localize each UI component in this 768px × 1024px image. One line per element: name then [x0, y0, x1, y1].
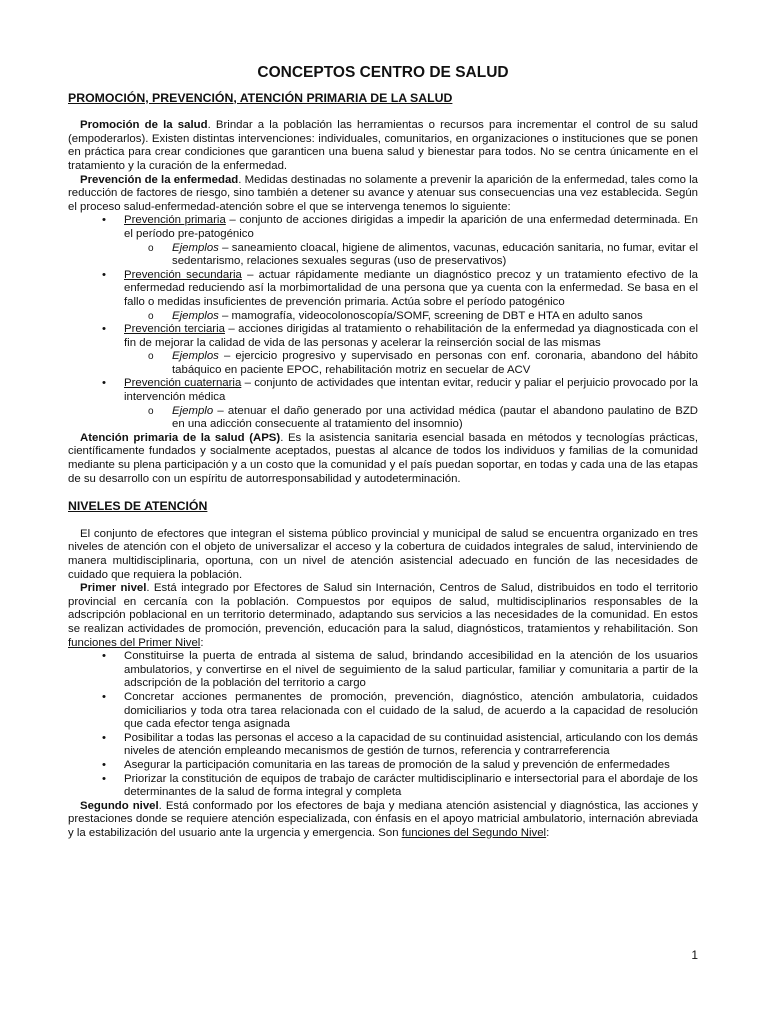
list-item: • Constituirse la puerta de entrada al sistema de salud, brindando accesibilidad en la atención de los usuarios ambulatorios, y convertirse en el nivel de seguimiento de la salud particular, familiar y comunitaria a partir de la adscripción de la población del territorio a cargo — [124, 650, 698, 691]
list-item: • Posibilitar a todas las personas el acceso a la capacidad de su continuidad asistencial, articulando con los demás niveles de atención empleando mecanismos de gestión de turnos, referencia y contrarreferencia — [124, 732, 698, 759]
term-promocion: Promoción de la salud — [80, 119, 208, 132]
sub-list-item — [172, 310, 698, 324]
paragraph-segundo-nivel — [68, 800, 698, 841]
text-primer-nivel: . Está integrado por Efectores de Salud sin Internación, Centros de Salud, distribuidos en todo el territorio provincial en cercanía con la población. Compuestos por equipos de salud, multidisciplinarios responsables de la adscripción poblacional en un territorio determinado, adaptando sus servicios a las necesidades de la comunidad. En estos se realizan actividades de promoción, prevención, educación para la salud, diagnósticos, tratamientos y rehabilitación. Son — [68, 582, 698, 635]
text-aps: . Es la asistencia sanitaria esencial basada en métodos y tecnologías prácticas, científicamente fundados y socialmente aceptados, puestas al alcance de todos los individuos y familias de la comunidad mediante su plena participación y a un costo que la comunidad y el país puedan soportar, en todas y cada una de las etapas de su desarrollo con un espíritu de autorresponsabilidad y autodeterminación. — [68, 431, 698, 485]
list-item: • Asegurar la participación comunitaria en las tareas de promoción de la salud y prevención de enfermedades — [124, 759, 698, 773]
example-label: Ejemplos — [172, 309, 219, 322]
term-prevencion-cuaternaria: Prevención cuaternaria — [124, 377, 242, 390]
colon: : — [546, 826, 550, 839]
sub-list-item — [172, 405, 698, 432]
list-item — [124, 323, 698, 377]
list-item-text: – conjunto de acciones dirigidas a impedir la aparición de una enfermedad determinada. En el período pre-patogénico — [124, 214, 698, 240]
term-prevencion-primaria: Prevención primaria — [124, 214, 226, 227]
term-prevencion-terciaria: Prevención terciaria — [124, 323, 225, 336]
prevention-list — [68, 214, 698, 432]
example-text: – mamografía, videocolonoscopía/SOMF, screening de DBT e HTA en adulto sanos — [218, 309, 643, 322]
list-item — [124, 269, 698, 323]
sub-list-item — [172, 242, 698, 269]
sub-list-item — [172, 350, 698, 377]
list-item — [124, 377, 698, 431]
paragraph-aps — [68, 432, 698, 486]
sub-list — [124, 405, 698, 432]
page-title: CONCEPTOS CENTRO DE SALUD — [257, 64, 509, 81]
colon: : — [200, 636, 204, 649]
example-text: – ejercicio progresivo y supervisado en personas con enf. coronaria, abandono del hábito tabáquico en paciente EPOC, rehabilitación motriz en secuelar de ACV — [172, 350, 698, 376]
term-aps: Atención primaria de la salud (APS) — [80, 431, 281, 444]
term-prevencion: Prevención de la enfermedad — [80, 173, 239, 186]
example-label: Ejemplos — [172, 350, 219, 363]
text-segundo-nivel: . Está conformado por los efectores de baja y mediana atención asistencial y diagnóstica, las acciones y prestaciones donde se requiere atención especializada, con énfasis en el apoyo matricial ambulatorio, internación abreviada y la estabilización del usuario ante la urgencia y emergencia. Son — [68, 799, 698, 839]
term-segundo-nivel: Segundo nivel — [80, 799, 159, 812]
term-prevencion-secundaria: Prevención secundaria — [124, 268, 242, 281]
sub-list — [124, 242, 698, 269]
list-item: • Concretar acciones permanentes de promoción, prevención, diagnóstico, atención ambulatoria, cuidados domiciliarios y toda otra tarea relacionada con el cuidado de la salud, de acuerdo a la capacidad de resolución que cada efector tenga asignada — [124, 691, 698, 732]
list-item-text: – actuar rápidamente mediante un diagnóstico precoz y un tratamiento efectivo de la enfermedad reduciendo así la morbimortalidad de una persona que ya cuenta con la enfermedad. Se basa en el fallo o medidas insuficientes de prevención primaria. Actúa sobre el período patogénico — [124, 268, 698, 308]
list-item: • Priorizar la constitución de equipos de trabajo de carácter multidisciplinario e intersectorial para el abordaje de los determinantes de la salud de forma integral y completa — [124, 773, 698, 800]
paragraph-niveles-intro: El conjunto de efectores que integran el sistema público provincial y municipal de salud se encuentra organizado en tres niveles de atención con el objeto de universalizar el acceso y la cobertura de cuidados integrales de salud, interviniendo de manera multidisciplinaria, oportuna, con un nivel de atención asistencial adecuado en función de las necesidades de cuidado que requiera la población. — [68, 527, 698, 581]
primer-nivel-list — [68, 650, 698, 800]
example-label: Ejemplo — [172, 404, 214, 417]
example-label: Ejemplos — [172, 241, 219, 254]
list-item — [124, 214, 698, 268]
list-item-text: – conjunto de actividades que intentan evitar, reducir y paliar el perjuicio provocado por la intervención médica — [124, 377, 698, 404]
example-text: – atenuar el daño generado por una actividad médica (pautar el abandono paulatino de BZD en una adicción consecuente al tratamiento del insomnio) — [172, 404, 698, 431]
section-heading-promocion: PROMOCIÓN, PREVENCIÓN, ATENCIÓN PRIMARIA DE LA SALUD — [68, 90, 453, 105]
term-primer-nivel: Primer nivel — [80, 582, 147, 595]
paragraph-prevencion — [68, 174, 698, 215]
page-number: 1 — [691, 948, 698, 962]
link-funciones-segundo-nivel: funciones del Segundo Nivel — [401, 826, 547, 839]
text-promocion: . Brindar a la población las herramientas o recursos para incrementar el control de su salud (empoderarlos). Existen distintas intervenciones: individuales, comunitarios, en organizaciones o instituciones que se ponen en práctica para crear condiciones que garanticen una buena salud y bienestar para todos. No se centra únicamente en el tratamiento y la curación de la enfermedad. — [68, 119, 698, 172]
link-funciones-primer-nivel: funciones del Primer Nivel — [68, 636, 201, 649]
page-content — [68, 66, 698, 840]
list-item-text: – acciones dirigidas al tratamiento o rehabilitación de la enfermedad ya diagnosticada con el fin de mejorar la calidad de vida de las personas y acelerar la reinserción social de las mismas — [124, 323, 699, 349]
text-prevencion: . Medidas destinadas no solamente a prevenir la aparición de la enfermedad, tales como la reducción de factores de riesgo, sino también a detener su avance y atenuar sus consecuencias una vez establecida. Según el proceso salud-enfermedad-atención sobre el que se intervenga tenemos lo siguiente: — [68, 173, 698, 213]
sub-list — [124, 350, 698, 377]
section-heading-niveles: NIVELES DE ATENCIÓN — [68, 499, 208, 514]
paragraph-primer-nivel — [68, 582, 698, 650]
example-text: – saneamiento cloacal, higiene de alimentos, vacunas, educación sanitaria, no fumar, evitar el sedentarismo, relaciones sexuales seguras (uso de preservativos) — [172, 241, 698, 268]
paragraph-promocion — [68, 119, 698, 173]
sub-list — [124, 310, 698, 324]
